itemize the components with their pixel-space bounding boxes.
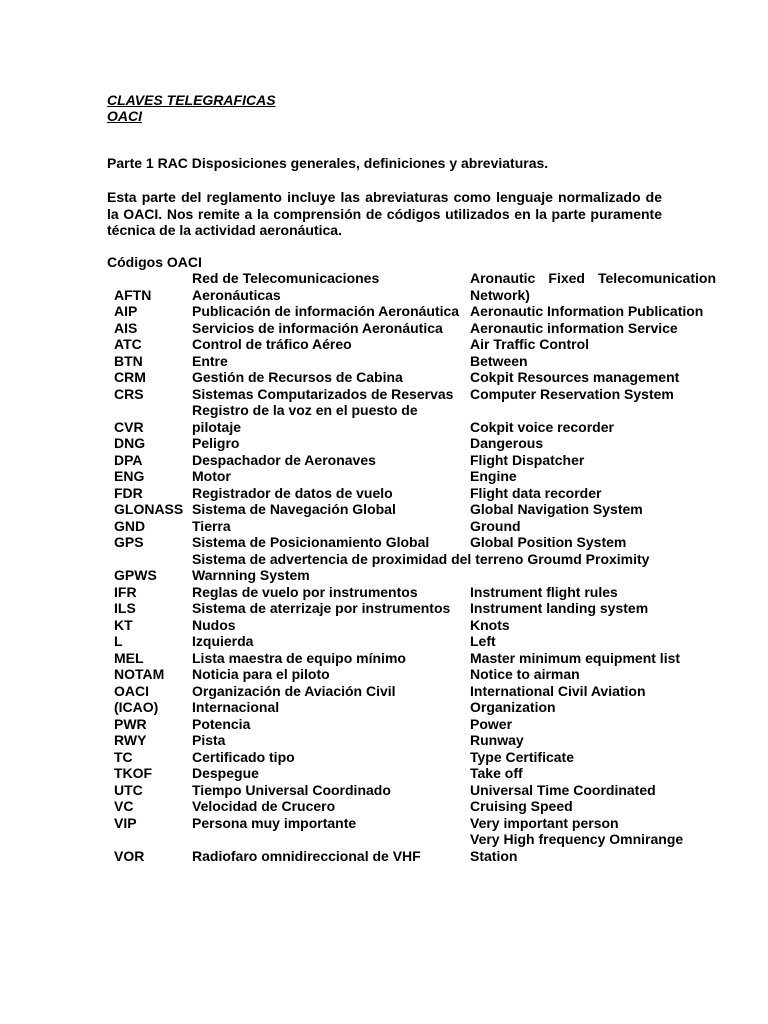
row-spanish: Sistemas Computarizados de Reservas <box>192 385 454 402</box>
row-abbreviation: GPS <box>114 534 144 550</box>
row-abbreviation: PWR <box>114 715 147 732</box>
row-english: Cruising Speed <box>470 798 573 814</box>
row-spanish: Sistema de Posicionamiento Global <box>192 534 430 550</box>
row-spanish: Motor <box>192 468 231 484</box>
row-english: Flight Dispatcher <box>470 451 585 468</box>
row-english: Flight data recorder <box>470 484 602 501</box>
document-subtitle: OACI <box>107 108 142 124</box>
row-spanish: Sistema de Navegación Global <box>192 501 396 517</box>
row-english: Aronautic Fixed Telecomunication <box>470 270 716 286</box>
row-abbreviation: VC <box>114 798 134 814</box>
table-row <box>0 617 768 634</box>
row-english: Very important person <box>470 814 619 831</box>
row-english: Global Navigation System <box>470 501 643 517</box>
table-row <box>0 419 768 436</box>
row-spanish: Izquierda <box>192 633 254 649</box>
row-spanish: Despachador de Aeronaves <box>192 451 376 468</box>
row-spanish: Pista <box>192 732 226 748</box>
table-row <box>0 732 768 749</box>
row-spanish: Internacional <box>192 699 280 715</box>
row-spanish: pilotaje <box>192 418 242 435</box>
row-abbreviation: AIS <box>114 319 138 336</box>
document-title: CLAVES TELEGRAFICAS <box>107 92 276 108</box>
row-spanish: Gestión de Recursos de Cabina <box>192 369 403 385</box>
row-english: Knots <box>470 616 510 633</box>
table-row <box>0 287 768 304</box>
table-row <box>0 815 768 832</box>
table-row <box>0 666 768 683</box>
row-english: Aeronautic Information Publication <box>470 303 704 319</box>
row-abbreviation: VIP <box>114 814 137 831</box>
table-row <box>0 633 768 650</box>
intro-paragraph-text: Esta parte del reglamento incluye las abreviaturas como lenguaje normalizado de la OACI. Nos remite a la comprensión de códigos utilizados en la parte puramente técnica de la actividad aeronáutica. <box>107 189 662 238</box>
row-english: Station <box>470 847 518 864</box>
row-english: Dangerous <box>470 435 544 451</box>
table-row <box>0 452 768 469</box>
row-english: Left <box>470 633 496 649</box>
row-abbreviation: AFTN <box>114 286 152 303</box>
row-abbreviation: KT <box>114 616 133 633</box>
row-spanish: Tierra <box>192 517 231 534</box>
row-english: Type Certificate <box>470 748 574 765</box>
row-abbreviation: GND <box>114 517 146 534</box>
row-spanish: Registrador de datos de vuelo <box>192 484 393 501</box>
row-english: Universal Time Coordinated <box>470 781 656 798</box>
row-abbreviation: ENG <box>114 468 145 484</box>
row-spanish: Servicios de información Aeronáutica <box>192 319 443 336</box>
row-spanish: Nudos <box>192 616 236 633</box>
row-abbreviation: TKOF <box>114 765 153 781</box>
row-spanish: Warnning System <box>192 567 310 583</box>
row-spanish: Peligro <box>192 435 240 451</box>
table-row <box>0 320 768 337</box>
row-english: Cokpit voice recorder <box>470 418 614 435</box>
row-spanish: Radiofaro omnidireccional de VHF <box>192 847 421 864</box>
row-spanish: Persona muy importante <box>192 814 357 831</box>
row-english: Computer Reservation System <box>470 385 674 402</box>
row-abbreviation: CRS <box>114 385 144 402</box>
row-english: International Civil Aviation <box>470 682 646 699</box>
row-abbreviation: MEL <box>114 649 144 666</box>
row-english: Runway <box>470 732 524 748</box>
row-abbreviation: CRM <box>114 369 146 385</box>
row-abbreviation: IFR <box>114 583 137 600</box>
table-row <box>0 435 768 452</box>
row-abbreviation: GPWS <box>114 567 157 583</box>
table-row <box>0 501 768 518</box>
row-english: Between <box>470 352 528 369</box>
table-row <box>0 699 768 716</box>
table-row <box>0 567 768 584</box>
table-row <box>0 683 768 700</box>
row-wide-text: Sistema de advertencia de proximidad del terreno Groumd Proximity <box>192 550 650 567</box>
table-row <box>0 303 768 320</box>
table-row <box>0 831 768 848</box>
table-row <box>0 485 768 502</box>
table-row <box>0 402 768 419</box>
row-spanish: Potencia <box>192 715 251 732</box>
row-english: Air Traffic Control <box>470 336 590 352</box>
row-abbreviation: AIP <box>114 303 138 319</box>
table-row <box>0 798 768 815</box>
table-row <box>0 551 768 568</box>
row-abbreviation: RWY <box>114 732 147 748</box>
codes-title: Códigos OACI <box>107 254 202 270</box>
row-spanish: Entre <box>192 352 228 369</box>
row-english: Global Position System <box>470 534 627 550</box>
table-row <box>0 534 768 551</box>
table-row <box>0 270 768 287</box>
row-abbreviation: DPA <box>114 451 143 468</box>
table-row <box>0 353 768 370</box>
row-english: Cokpit Resources management <box>470 369 680 385</box>
row-abbreviation: L <box>114 633 123 649</box>
row-abbreviation: GLONASS <box>114 501 184 517</box>
table-row <box>0 650 768 667</box>
row-abbreviation: ILS <box>114 600 136 616</box>
row-english: Take off <box>470 765 523 781</box>
row-english: Instrument landing system <box>470 600 649 616</box>
row-spanish: Registro de la voz en el puesto de <box>192 402 418 418</box>
row-abbreviation: VOR <box>114 847 145 864</box>
table-row <box>0 386 768 403</box>
row-english: Network) <box>470 286 530 303</box>
codes-table <box>0 270 768 864</box>
row-english: Very High frequency Omnirange <box>470 831 684 847</box>
row-abbreviation: (ICAO) <box>114 699 159 715</box>
table-row <box>0 518 768 535</box>
table-row <box>0 584 768 601</box>
table-row <box>0 765 768 782</box>
table-row <box>0 716 768 733</box>
row-english: Organization <box>470 699 556 715</box>
row-spanish: Control de tráfico Aéreo <box>192 336 352 352</box>
row-spanish: Tiempo Universal Coordinado <box>192 781 391 798</box>
row-english: Instrument flight rules <box>470 583 618 600</box>
row-spanish: Reglas de vuelo por instrumentos <box>192 583 418 600</box>
row-spanish: Organización de Aviación Civil <box>192 682 396 699</box>
row-english: Master minimum equipment list <box>470 649 681 666</box>
table-row <box>0 369 768 386</box>
table-row <box>0 749 768 766</box>
row-spanish: Sistema de aterrizaje por instrumentos <box>192 600 451 616</box>
row-english: Notice to airman <box>470 666 580 682</box>
row-spanish: Despegue <box>192 765 259 781</box>
row-abbreviation: FDR <box>114 484 143 501</box>
row-abbreviation: NOTAM <box>114 666 165 682</box>
row-abbreviation: ATC <box>114 336 142 352</box>
row-abbreviation: UTC <box>114 781 143 798</box>
row-abbreviation: TC <box>114 748 133 765</box>
row-spanish: Lista maestra de equipo mínimo <box>192 649 406 666</box>
intro-paragraph <box>107 189 662 239</box>
row-abbreviation: OACI <box>114 682 149 699</box>
row-spanish: Noticia para el piloto <box>192 666 330 682</box>
row-spanish: Red de Telecomunicaciones <box>192 270 380 286</box>
table-row <box>0 848 768 865</box>
section-heading: Parte 1 RAC Disposiciones generales, definiciones y abreviaturas. <box>107 155 549 171</box>
row-abbreviation: CVR <box>114 418 144 435</box>
row-spanish: Velocidad de Crucero <box>192 798 336 814</box>
row-english: Aeronautic information Service <box>470 319 678 336</box>
row-spanish: Certificado tipo <box>192 748 295 765</box>
table-row <box>0 468 768 485</box>
row-english: Power <box>470 715 513 732</box>
row-english: Ground <box>470 517 521 534</box>
table-row <box>0 600 768 617</box>
row-abbreviation: DNG <box>114 435 146 451</box>
row-spanish: Publicación de información Aeronáutica <box>192 303 460 319</box>
table-row <box>0 336 768 353</box>
row-spanish: Aeronáuticas <box>192 286 281 303</box>
row-abbreviation: BTN <box>114 352 143 369</box>
row-english: Engine <box>470 468 517 484</box>
table-row <box>0 782 768 799</box>
